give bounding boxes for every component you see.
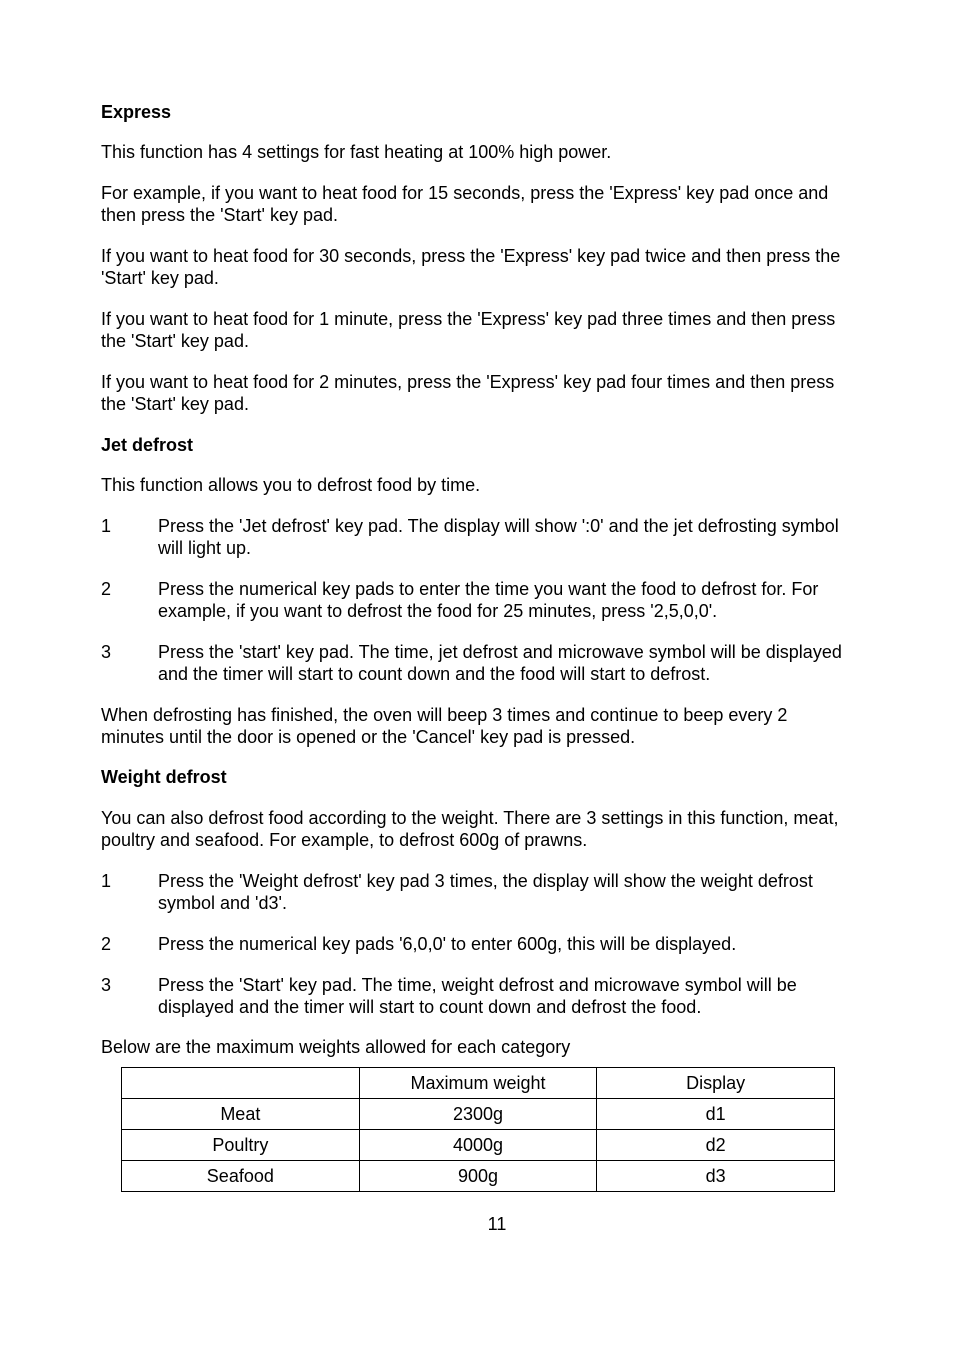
table-cell: Seafood <box>122 1161 360 1192</box>
express-example-2min: If you want to heat food for 2 minutes, press the 'Express' key pad four times and then press the 'Start' key pad. <box>101 372 835 414</box>
step-number: 3 <box>101 975 112 995</box>
table-header-row <box>122 1068 835 1099</box>
step-number: 3 <box>101 642 112 662</box>
table-header-cell <box>122 1068 360 1099</box>
table-header-cell: Display <box>597 1068 835 1099</box>
step-number: 2 <box>101 579 112 599</box>
step-number: 1 <box>101 871 112 891</box>
express-example-15s: For example, if you want to heat food for 15 seconds, press the 'Express' key pad once and then press the 'Start' key pad. <box>101 183 829 225</box>
jet-defrost-outro: When defrosting has finished, the oven will beep 3 times and continue to beep every 2 minutes until the door is opened or the 'Cancel' key pad is pressed. <box>101 705 788 747</box>
step-text: Press the 'start' key pad. The time, jet defrost and microwave symbol will be displayed and the timer will start to count down and the food will start to defrost. <box>158 642 842 684</box>
page-number: 11 <box>487 1214 507 1234</box>
express-example-1min: If you want to heat food for 1 minute, press the 'Express' key pad three times and then press the 'Start' key pad. <box>101 309 836 351</box>
table-cell: Meat <box>122 1099 360 1130</box>
step-text: Press the 'Start' key pad. The time, weight defrost and microwave symbol will be displayed and the timer will start to count down and defrost the food. <box>158 975 797 1017</box>
table-cell: Poultry <box>122 1130 360 1161</box>
table-cell: d1 <box>597 1099 835 1130</box>
jet-defrost-heading: Jet defrost <box>101 435 194 455</box>
weights-table-intro: Below are the maximum weights allowed for each category <box>101 1037 571 1057</box>
step-number: 1 <box>101 516 112 536</box>
table-row <box>122 1099 835 1130</box>
step-text: Press the 'Weight defrost' key pad 3 times, the display will show the weight defrost symbol and 'd3'. <box>158 871 813 913</box>
step-text: Press the numerical key pads '6,0,0' to enter 600g, this will be displayed. <box>158 934 737 954</box>
step-text: Press the 'Jet defrost' key pad. The display will show ':0' and the jet defrosting symbol will light up. <box>158 516 839 558</box>
weight-defrost-intro: You can also defrost food according to the weight. There are 3 settings in this function, meat, poultry and seafood. For example, to defrost 600g of prawns. <box>101 808 839 850</box>
table-cell: d2 <box>597 1130 835 1161</box>
express-heading: Express <box>101 102 172 122</box>
table-row <box>122 1130 835 1161</box>
table-cell: 4000g <box>359 1130 597 1161</box>
step-number: 2 <box>101 934 112 954</box>
table-cell: d3 <box>597 1161 835 1192</box>
table-cell: 2300g <box>359 1099 597 1130</box>
max-weights-table <box>121 1067 835 1192</box>
weight-defrost-heading: Weight defrost <box>101 767 227 787</box>
express-example-30s: If you want to heat food for 30 seconds, press the 'Express' key pad twice and then press the 'Start' key pad. <box>101 246 841 288</box>
step-text: Press the numerical key pads to enter the time you want the food to defrost for. For example, if you want to defrost the food for 25 minutes, press '2,5,0,0'. <box>158 579 819 621</box>
table-header-cell: Maximum weight <box>359 1068 597 1099</box>
jet-defrost-intro: This function allows you to defrost food by time. <box>101 475 481 495</box>
express-intro: This function has 4 settings for fast heating at 100% high power. <box>101 142 612 162</box>
table-cell: 900g <box>359 1161 597 1192</box>
table-row <box>122 1161 835 1192</box>
